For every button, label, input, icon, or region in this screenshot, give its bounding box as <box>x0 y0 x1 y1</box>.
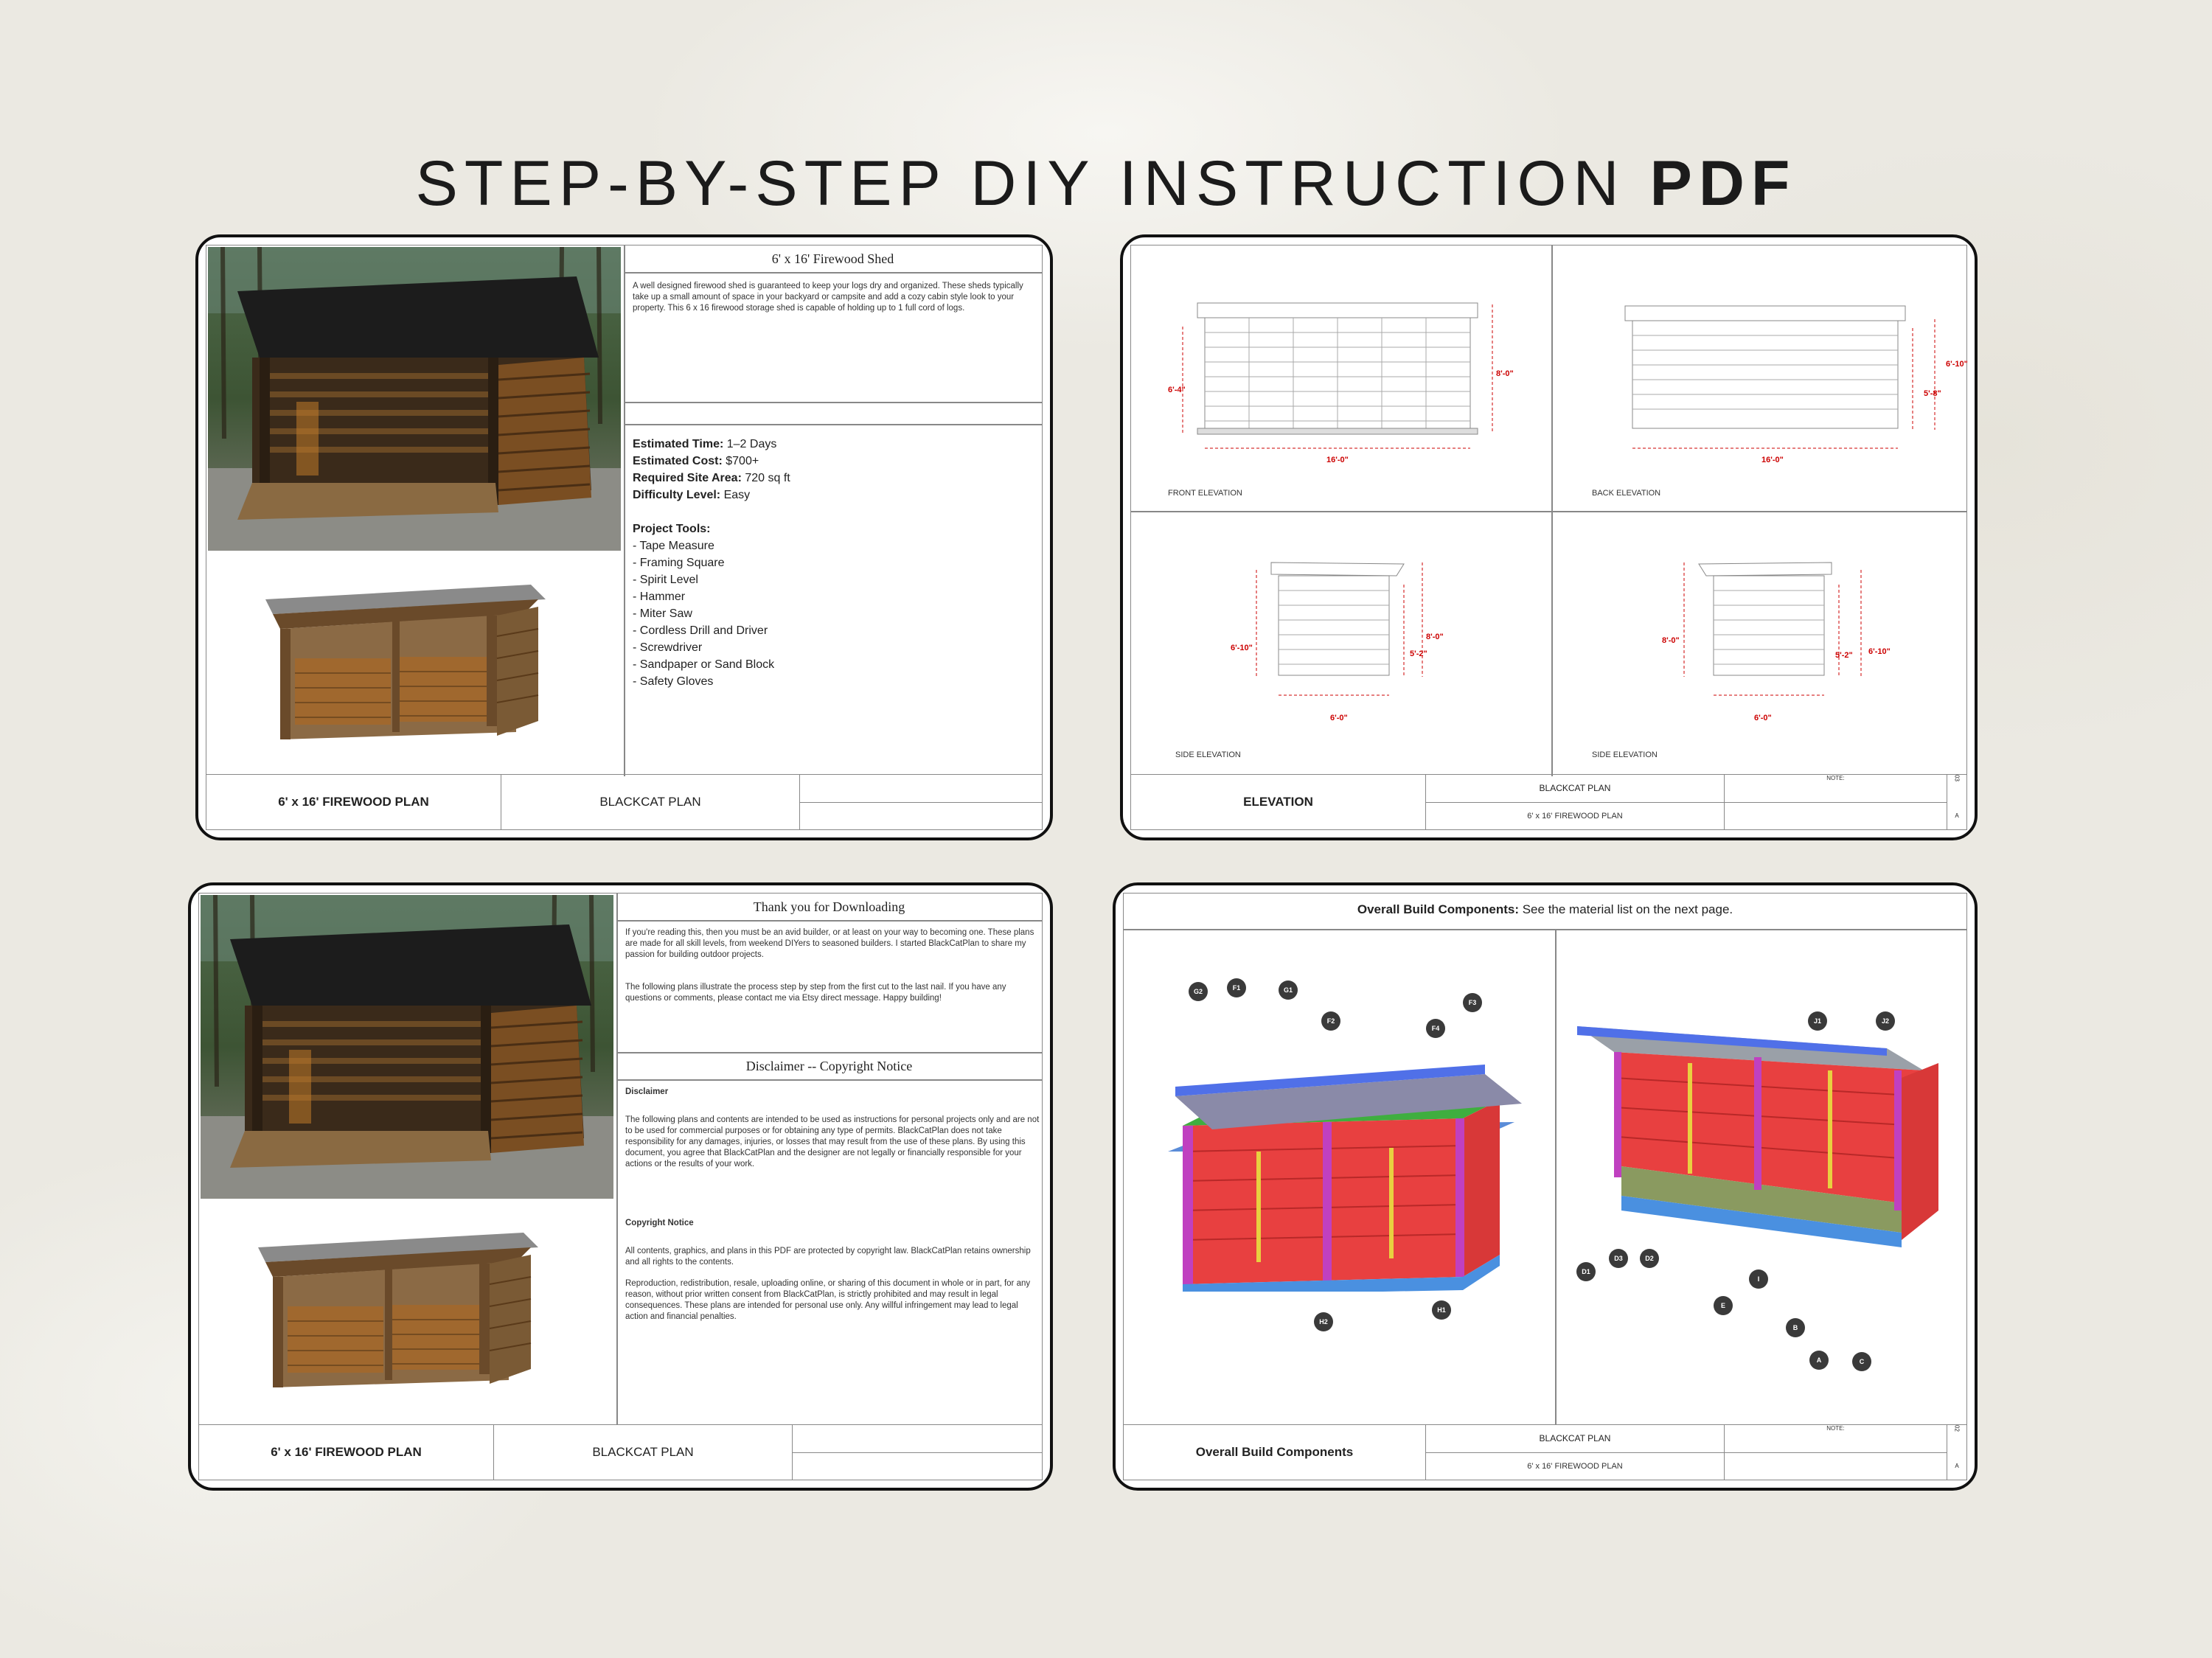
tool-item: - Framing Square <box>633 557 725 569</box>
component-marker: G1 <box>1279 980 1298 1000</box>
dim-height: 5'-8" <box>1924 389 1941 398</box>
tool-item: - Spirit Level <box>633 574 698 586</box>
side-elevation-drawing <box>1227 548 1463 739</box>
components-heading: Overall Build Components: See the material list on the next page. <box>1357 902 1733 916</box>
component-model-back <box>1577 1011 1961 1292</box>
dim-height: 8'-0" <box>1662 636 1680 645</box>
plan-name: 6' x 16' FIREWOOD PLAN <box>199 1425 494 1480</box>
spec-row: Estimated Cost: $700+ <box>633 455 759 467</box>
component-marker: J2 <box>1876 1011 1895 1031</box>
tool-item: - Miter Saw <box>633 607 692 620</box>
disclaimer-text: The following plans and contents are intended to be used as instructions for personal projects only and are not to be used for commercial purposes or for obtaining any type of permits. BlackCatPlan does not take responsibility for any damages, injuries, or losses that may result from the use of these plans. By using this document, you agree that BlackCatPlan and the designer are not legally or financially responsible for your actions or the results of your work. <box>625 1115 1040 1168</box>
disclaimer-title: Disclaimer -- Copyright Notice <box>745 1059 913 1073</box>
component-marker: J1 <box>1808 1011 1827 1031</box>
sheet-name: ELEVATION <box>1131 775 1426 829</box>
spec-row: Required Site Area: 720 sq ft <box>633 472 790 484</box>
copyright-text: All contents, graphics, and plans in this PDF are protected by copyright law. BlackCatPlan retains ownership and all rights to the contents. <box>625 1247 1031 1267</box>
shed-render <box>251 570 560 762</box>
title-block <box>206 774 1042 829</box>
plan-name: 6' x 16' FIREWOOD PLAN <box>206 775 501 829</box>
copyright-heading: Copyright Notice <box>625 1219 694 1227</box>
drawing-sheet <box>198 893 1043 1480</box>
component-marker: A <box>1809 1351 1829 1370</box>
component-marker: B <box>1786 1318 1805 1337</box>
component-marker: F4 <box>1426 1019 1445 1038</box>
page-card-elevation <box>1120 234 1978 840</box>
sheet-number: 03 <box>1953 775 1961 781</box>
revision: A <box>1955 1463 1959 1469</box>
component-marker: H1 <box>1432 1300 1451 1320</box>
dim-height: 6'-10" <box>1946 360 1968 369</box>
back-elevation-drawing <box>1588 290 1972 467</box>
side-elevation-drawing <box>1647 548 1883 739</box>
page-headline <box>0 147 2212 220</box>
note-label: NOTE: <box>1725 1425 1947 1453</box>
component-marker: D3 <box>1609 1249 1628 1268</box>
page-card-intro <box>188 882 1053 1491</box>
shed-photo <box>201 895 613 1199</box>
sheet-number: 02 <box>1953 1425 1961 1432</box>
specs-list <box>633 436 790 690</box>
dim-height: 6'-10" <box>1868 647 1891 656</box>
title-block <box>1131 774 1966 829</box>
spec-row: Estimated Time: 1–2 Days <box>633 438 777 450</box>
page-card-overview <box>195 234 1053 840</box>
revision: A <box>1955 812 1959 819</box>
dim-height: 5'-2" <box>1835 651 1853 660</box>
component-marker: D2 <box>1640 1249 1659 1268</box>
thanks-paragraph: If you're reading this, then you must be an avid builder, or at least on your way to becoming one. These plans are made for all skill levels, from weekend DIYers to seasoned builders. I started BlackCatPlan to share my passion for building outdoor projects. <box>625 928 1034 959</box>
elevation-label: BACK ELEVATION <box>1592 489 1661 498</box>
dim-width: 16'-0" <box>1326 456 1349 464</box>
tool-item: - Cordless Drill and Driver <box>633 624 768 637</box>
component-marker: G2 <box>1189 982 1208 1001</box>
elevation-label: SIDE ELEVATION <box>1592 750 1658 759</box>
plan-name: 6' x 16' FIREWOOD PLAN <box>1527 1461 1623 1471</box>
headline-regular: STEP-BY-STEP DIY INSTRUCTION <box>415 148 1650 219</box>
tool-item: - Sandpaper or Sand Block <box>633 658 775 671</box>
component-marker: H2 <box>1314 1312 1333 1331</box>
plan-name: 6' x 16' FIREWOOD PLAN <box>1527 811 1623 821</box>
dim-height: 8'-0" <box>1426 633 1444 641</box>
sheet-name: Overall Build Components <box>1124 1425 1426 1480</box>
component-marker: I <box>1749 1269 1768 1289</box>
drawing-sheet <box>206 245 1043 830</box>
tool-item: - Safety Gloves <box>633 675 714 688</box>
component-marker: E <box>1714 1296 1733 1315</box>
tool-item: - Screwdriver <box>633 641 703 654</box>
page-title: 6' x 16' Firewood Shed <box>771 251 894 266</box>
dim-height: 5'-2" <box>1410 649 1427 658</box>
tool-item: - Tape Measure <box>633 540 714 552</box>
brand-name: BLACKCAT PLAN <box>494 1425 793 1480</box>
component-marker: C <box>1852 1352 1871 1371</box>
component-model-front <box>1153 982 1537 1292</box>
component-marker: D1 <box>1576 1262 1596 1281</box>
component-marker: F2 <box>1321 1011 1340 1031</box>
shed-render <box>243 1218 553 1410</box>
dim-width: 6'-0" <box>1330 714 1348 722</box>
dim-width: 6'-0" <box>1754 714 1772 722</box>
brand-name: BLACKCAT PLAN <box>1426 1425 1724 1453</box>
tool-item: - Hammer <box>633 591 686 603</box>
headline-bold: PDF <box>1649 148 1797 219</box>
page-card-components <box>1113 882 1978 1491</box>
front-elevation-drawing <box>1161 290 1529 467</box>
thanks-paragraph: The following plans illustrate the process step by step from the first cut to the last nail. If you have any questions or comments, please contact me via Etsy direct message. Happy building! <box>625 983 1006 1003</box>
title-block <box>1124 1424 1966 1480</box>
drawing-sheet <box>1123 893 1967 1480</box>
dim-height: 6'-4" <box>1168 386 1186 394</box>
disclaimer-heading: Disclaimer <box>625 1087 669 1096</box>
dim-width: 16'-0" <box>1761 456 1784 464</box>
copyright-text: Reproduction, redistribution, resale, uploading online, or sharing of this document in whole or in part, for any reason, without prior written consent from BlackCatPlan, is strictly prohibited and may result in legal consequences. These plans are intended for personal use only. Any willful infringement may lead to legal action and financial penalties. <box>625 1279 1031 1321</box>
drawing-sheet <box>1130 245 1967 830</box>
brand-name: BLACKCAT PLAN <box>1426 775 1724 803</box>
spec-row: Difficulty Level: Easy <box>633 489 751 501</box>
dim-height: 8'-0" <box>1496 369 1514 378</box>
elevation-label: FRONT ELEVATION <box>1168 489 1242 498</box>
dim-height: 6'-10" <box>1231 644 1253 652</box>
tools-heading: Project Tools: <box>633 523 711 535</box>
shed-photo <box>208 247 621 551</box>
elevation-label: SIDE ELEVATION <box>1175 750 1241 759</box>
description: A well designed firewood shed is guaranteed to keep your logs dry and organized. These sheds typically take up a small amount of space in your backyard or campsite and add a cozy cabin style look to your property. This 6 x 16 firewood storage shed is capable of holding up to 1 full cord of logs. <box>633 282 1023 313</box>
title-block <box>199 1424 1042 1480</box>
note-label: NOTE: <box>1725 775 1947 803</box>
component-marker: F3 <box>1463 993 1482 1012</box>
thanks-title: Thank you for Downloading <box>753 899 905 914</box>
component-marker: F1 <box>1227 978 1246 997</box>
brand-name: BLACKCAT PLAN <box>501 775 800 829</box>
